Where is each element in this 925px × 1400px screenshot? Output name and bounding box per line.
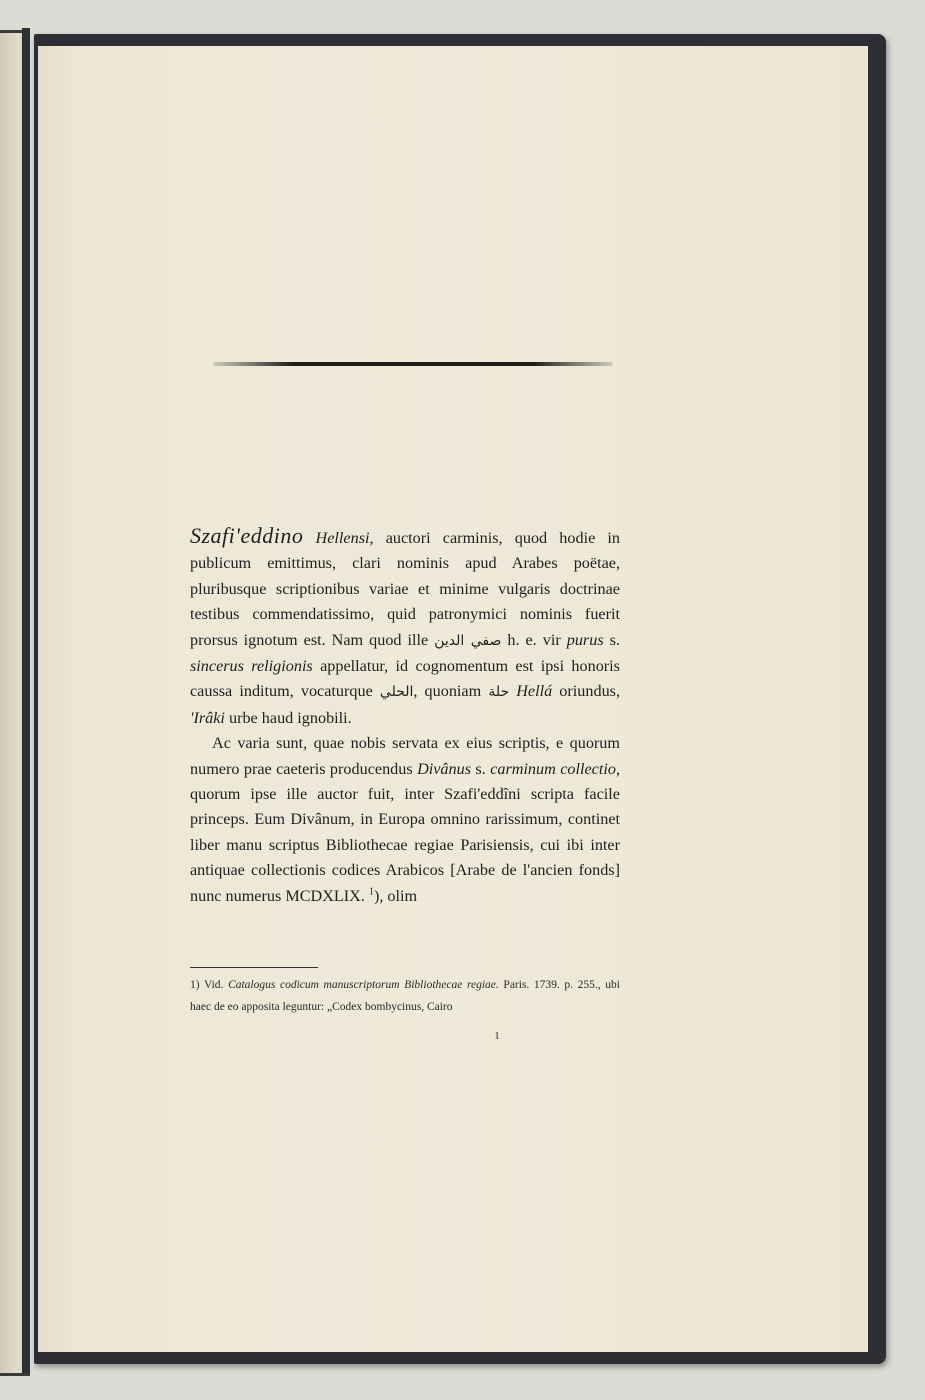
emph-hella: Hellá bbox=[516, 682, 553, 701]
emph-divanus: Divânus bbox=[417, 759, 472, 778]
text-run: , quorum ipse ille auctor fuit, inter Szafi'eddîni scripta facile princeps. Eum Divânum, in Europa omnino rarissimum, continet liber manu scriptus Bibliothecae regiae Parisiensis, cui ibi inter antiquae collectionis codices Arabicos [Arabe de l'ancien fonds] nunc numerus bbox=[190, 759, 620, 905]
emph-carminum: carminum collectio bbox=[490, 759, 616, 778]
text-run: ), olim bbox=[373, 886, 418, 905]
emph-sincerus: sincerus religionis bbox=[190, 657, 313, 676]
paragraph-2 bbox=[190, 731, 620, 909]
text-run: s. bbox=[603, 630, 620, 649]
text-run: , auctori carminis, quod hodie in publicum emittimus, clari nominis apud Arabes poëtae, pluribusque scriptionibus variae et minime vulgaris doctrinae testibus commendatissimo, quid patronymici nominis fuerit prorsus ignotum est. Nam quod ille bbox=[190, 529, 620, 649]
text-run: s. bbox=[471, 759, 491, 778]
arabic-term-2: الحلي bbox=[379, 684, 414, 701]
dropcap-name: Szafi'eddino bbox=[190, 523, 304, 548]
text-run: h. e. vir bbox=[501, 630, 567, 649]
arabic-term-1: صفي الدين bbox=[434, 632, 502, 649]
emph-purus: purus bbox=[566, 630, 604, 649]
emph-iraki: 'Irâki bbox=[190, 708, 225, 727]
emph-hellensi: Hellensi bbox=[315, 529, 370, 547]
footnote bbox=[190, 974, 620, 1018]
page-number: 1 bbox=[494, 1030, 500, 1042]
footnote-rule bbox=[190, 967, 318, 968]
text-run: Paris. 1739. p. 255., ubi haec de eo apposita leguntur: „Codex bombycinus, Cairo bbox=[190, 979, 620, 1013]
text-run: , quoniam bbox=[413, 682, 489, 701]
text-run: 1) Vid. bbox=[190, 979, 229, 991]
text-run: urbe haud ignobili. bbox=[224, 708, 352, 727]
emph-catalogus: Catalogus codicum manuscriptorum Bibliothecae regiae. bbox=[228, 979, 499, 991]
paragraph-1 bbox=[190, 523, 620, 731]
left-binding bbox=[22, 28, 30, 1373]
text-run: Ac varia sunt, quae nobis servata ex eius scriptis, e quorum numero prae caeteris producendus bbox=[190, 734, 620, 778]
footnote-marker: 1 bbox=[368, 886, 374, 898]
codex-number: MCDXLIX. bbox=[285, 886, 365, 905]
text-run: oriundus, bbox=[552, 682, 621, 701]
arabic-term-3: حلة bbox=[488, 684, 510, 701]
main-text bbox=[190, 523, 620, 909]
text-run: appellatur, id cognomentum est ipsi honoris caussa inditum, vocaturque bbox=[190, 657, 620, 701]
ornamental-rule bbox=[213, 362, 613, 366]
